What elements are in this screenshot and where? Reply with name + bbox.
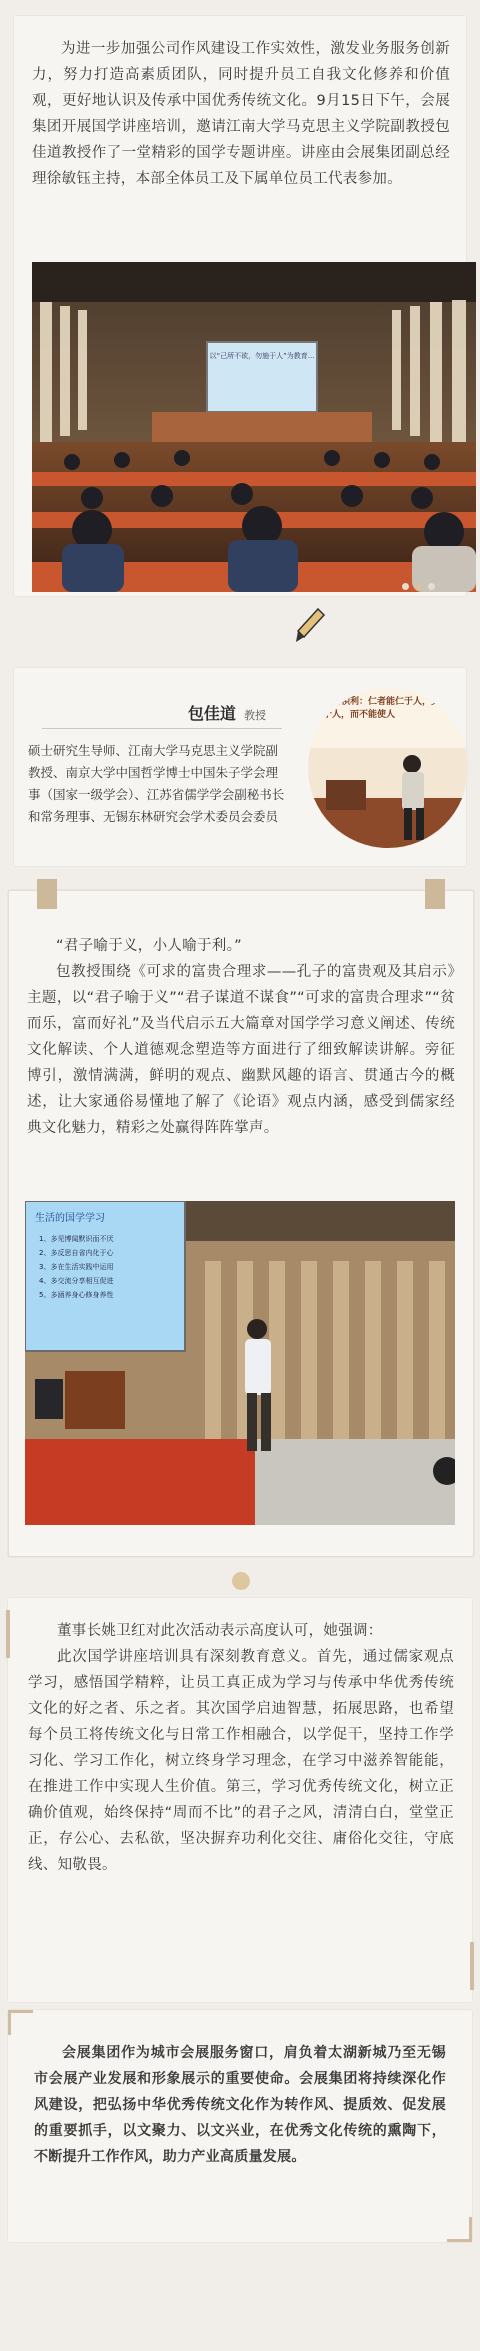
chairman-text [28,1618,454,1878]
slide-line: 5、多涵养身心修身养性 [39,1291,114,1299]
slide-line: 3、多在生活实践中运用 [39,1263,114,1271]
intro-paragraph: 为进一步加强公司作风建设工作实效性，激发业务服务创新力，努力打造高素质团队，同时提升员工自我文化修养和价值观，更好地认识及传承中国优秀传统文化。9月15日下午，会展集团开展国学讲座培训，邀请江南大学马克思主义学院副教授包佳道教授作了一堂精彩的国学专题讲座。讲座由会展集团副总经理徐敏钰主持，本部全体员工及下属单位员工代表参加。 [32,41,450,187]
card-tab [425,879,445,909]
corner-decoration [447,2217,472,2242]
carousel-dot-active [415,583,422,590]
lecture-hall-photo [32,262,476,592]
corner-decoration [8,2010,33,2035]
pen-icon [294,607,326,645]
speaker-bio: 硕士研究生导师、江南大学马克思主义学院副教授、南京大学中国哲学博士中国朱子学会理事（国家一级学会）、江苏省儒学学会副秘书长和常务理事、无锡东林研究会学术委员会委员 [28,743,285,824]
slide-line: 2、多反思自省内化于心 [39,1249,114,1257]
chairman-paragraph: 此次国学讲座培训具有深刻教育意义。首先，通过儒家观点学习，感悟国学精粹，让员工真正成为学习与传承中华优秀传统文化的好之者、乐之者。其次国学启迪智慧，拓展思路，也希望每个员工将传统文化与日常工作相融合，以学促干，坚持工作学习化、学习工作化，树立终身学习理念，在学习中滋养智能能，在推进工作中实现人生价值。第三，学习优秀传统文化，树立正确价值观，始终保持“周而不比”的君子之风，清清白白，堂堂正正，存公心、去私欲，坚决摒弃功利化交往、庸俗化交往，守底线、知敬畏。 [28,1649,454,1873]
accent-bar [6,1610,10,1658]
speaker-section [14,668,466,866]
lecturer-illustration [25,1201,455,1525]
carousel-dots [402,583,435,590]
closing-section [8,2010,472,2242]
lecture-section [8,890,474,1557]
lecture-text [27,933,455,1141]
closing-paragraph: 会展集团作为城市会展服务窗口，肩负着太湖新城乃至无锡市会展产业发展和形象展示的重要使命。会展集团将持续深化作风建设，把弘扬中华优秀传统文化作为转作风、提质效、促发展的重要抓手，以文聚力、以文兴业，在优秀文化传统的熏陶下，不断提升工作作风，助力产业高质量发展。 [34,2045,446,2165]
speaker-heading [188,701,266,724]
lecture-hall-illustration [32,262,476,592]
chairman-section [8,1598,472,2002]
slide-line: 4、多交流分享相互促进 [39,1277,114,1285]
slide-line: 1、多见博闻默识而不厌 [39,1235,114,1243]
slide-banner-text: 儒家的积利：仁者能仁于人，义者能义于人，而不能使人 [314,697,459,720]
carousel-dot [428,583,435,590]
lecture-paragraph: 包教授围绕《可求的富贵合理求——孔子的富贵观及其启示》主题，以“君子喻于义”“君子谋道不谋食”“可求的富贵合理求”“贫而乐，富而好礼”及当代启示五大篇章对国学学习意义阐述、传统文化解读、个人道德观念塑造等方面进行了细致解读讲解。旁征博引，激情满满，鲜明的观点、幽默风趣的语言、贯通古今的概述，让大家通俗易懂地了解了《论语》观点内涵，感受到儒家经典文化魅力，精彩之处赢得阵阵掌声。 [27,964,455,1136]
speaker-title: 教授 [244,709,266,722]
lecturer-photo [25,1201,455,1525]
speaker-name: 包佳道 [187,704,236,723]
lecture-quote: “君子喻于义，小人喻于利。” [56,938,242,954]
accent-bar [470,1942,474,1990]
card-tab [37,879,57,909]
projection-screen-title: 以“己所不欲，勿施于人”为教育... [209,352,315,360]
speaker-portrait-photo [308,688,468,848]
chairman-lead: 董事长姚卫红对此次活动表示高度认可，她强调： [57,1623,383,1639]
speaker-portrait-illustration [308,688,468,848]
section-divider-dot [232,1572,250,1590]
intro-section [14,16,466,596]
divider [42,728,282,729]
slide-title: 生活的国学学习 [35,1213,105,1224]
carousel-dot [402,583,409,590]
